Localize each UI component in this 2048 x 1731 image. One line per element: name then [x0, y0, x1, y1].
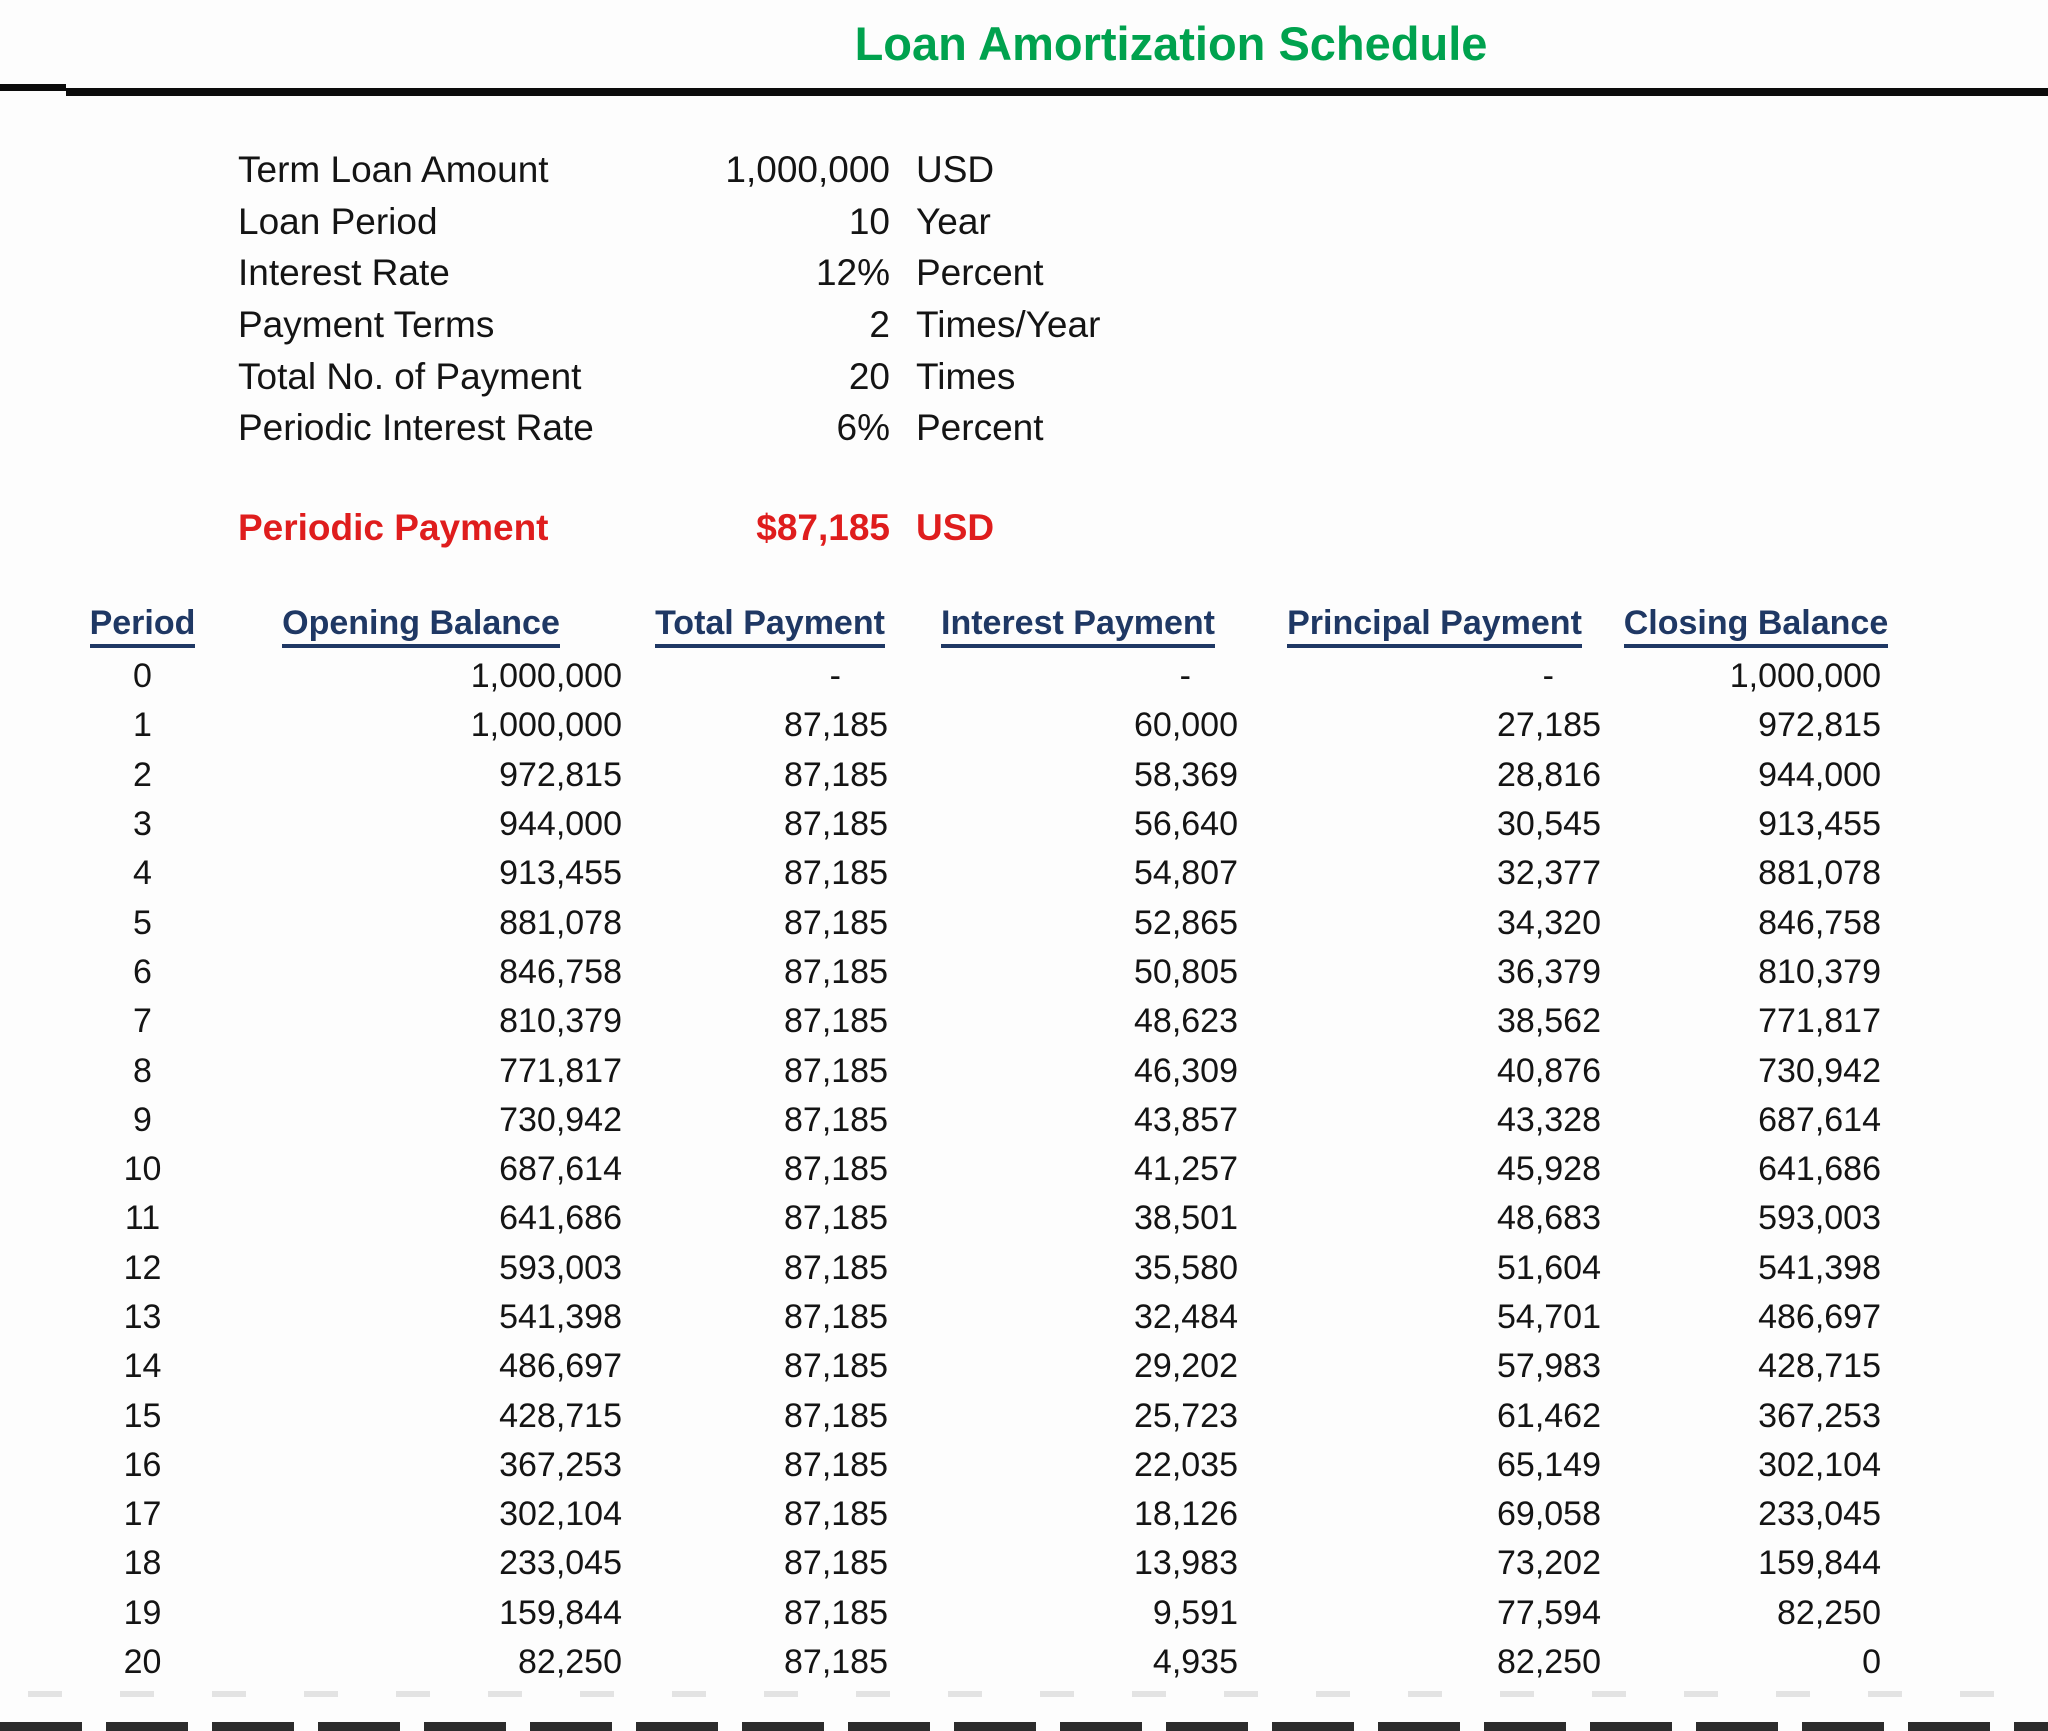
loan-detail-label: Payment Terms: [238, 303, 495, 345]
cell-total: 87,185: [784, 1643, 888, 1682]
loan-detail-row: [238, 196, 1158, 248]
loan-detail-label: Interest Rate: [238, 252, 450, 294]
cell-interest: 48,623: [1134, 1002, 1238, 1041]
cell-interest: 32,484: [1134, 1298, 1238, 1336]
cell-principal: 34,320: [1497, 903, 1601, 942]
cell-opening: 428,715: [499, 1396, 622, 1435]
loan-detail-value: 1,000,000: [725, 148, 890, 190]
cell-total: 87,185: [784, 1100, 888, 1139]
table-row: [80, 1539, 1896, 1588]
cell-total: 87,185: [784, 1396, 888, 1435]
cell-closing: 913,455: [1758, 805, 1881, 844]
table-row: [80, 1589, 1896, 1638]
cell-principal: 27,185: [1497, 706, 1601, 745]
cell-closing: 593,003: [1758, 1199, 1881, 1238]
cell-total: 87,185: [784, 755, 888, 794]
loan-detail-row: [238, 144, 1158, 196]
column-header-principal: [1253, 600, 1616, 652]
periodic-payment-row: [238, 502, 1158, 554]
loan-detail-unit: Times: [916, 355, 1016, 397]
cell-principal: 54,701: [1497, 1298, 1601, 1336]
cell-total: 87,185: [784, 952, 888, 991]
cell-opening: 1,000,000: [470, 657, 622, 696]
cell-principal: 65,149: [1497, 1445, 1601, 1484]
table-row: [80, 1194, 1896, 1243]
cell-interest: 29,202: [1134, 1347, 1238, 1386]
cell-total: 87,185: [784, 1051, 888, 1090]
loan-detail-value: 20: [848, 355, 890, 397]
loan-detail-row: [238, 299, 1158, 351]
cell-period: 12: [123, 1248, 162, 1287]
cell-total: 87,185: [784, 1495, 888, 1534]
cell-interest: 38,501: [1134, 1199, 1238, 1238]
table-row: [80, 849, 1896, 898]
cell-interest: 54,807: [1134, 854, 1238, 893]
cell-interest: 46,309: [1134, 1051, 1238, 1090]
cell-interest: 56,640: [1134, 805, 1238, 844]
cell-period: 11: [124, 1199, 161, 1238]
cell-period: 0: [133, 657, 152, 696]
cell-period: 18: [123, 1544, 162, 1583]
cell-principal: 82,250: [1497, 1643, 1601, 1682]
column-header-label: Total Payment: [655, 606, 885, 648]
cell-closing: 730,942: [1758, 1051, 1881, 1090]
cell-opening: 881,078: [499, 903, 622, 942]
periodic-payment-value: $87,185: [756, 507, 890, 548]
table-row: [80, 1391, 1896, 1440]
cell-total: 87,185: [784, 805, 888, 844]
table-row: [80, 652, 1896, 701]
cell-interest: 22,035: [1134, 1445, 1238, 1484]
cell-interest: 9,591: [1152, 1593, 1238, 1632]
cell-principal: 32,377: [1497, 854, 1601, 893]
cell-total: 87,185: [784, 854, 888, 893]
cell-closing: 82,250: [1777, 1593, 1881, 1632]
cell-total: 87,185: [784, 1347, 888, 1386]
cell-period: 4: [133, 854, 152, 893]
table-row: [80, 1441, 1896, 1490]
cell-closing: 0: [1862, 1643, 1881, 1682]
cell-principal: 40,876: [1497, 1051, 1601, 1090]
loan-detail-label: Term Loan Amount: [238, 148, 549, 190]
loan-detail-unit: Year: [916, 200, 991, 242]
cell-period: 14: [123, 1347, 162, 1386]
loan-detail-row: [238, 402, 1158, 454]
cell-total: 87,185: [784, 1199, 888, 1238]
cell-interest: 25,723: [1134, 1396, 1238, 1435]
cell-principal: 57,983: [1497, 1347, 1601, 1386]
cell-period: 3: [133, 805, 152, 844]
loan-detail-row: [238, 247, 1158, 299]
table-row: [80, 1096, 1896, 1145]
cell-interest: 4,935: [1152, 1643, 1238, 1682]
cell-closing: 687,614: [1758, 1100, 1881, 1139]
cell-closing: 846,758: [1758, 903, 1881, 942]
cell-closing: 233,045: [1758, 1495, 1881, 1534]
cell-total: -: [829, 657, 841, 696]
cell-opening: 159,844: [499, 1593, 622, 1632]
amortization-schedule: [80, 600, 1896, 1687]
cell-closing: 944,000: [1758, 755, 1881, 794]
loan-detail-row: [238, 351, 1158, 403]
cell-interest: -: [1179, 657, 1191, 696]
table-row: [80, 800, 1896, 849]
title-divider-left-segment: [0, 84, 66, 91]
cell-opening: 944,000: [499, 805, 622, 844]
cell-total: 87,185: [784, 1593, 888, 1632]
cell-closing: 302,104: [1758, 1445, 1881, 1484]
cell-period: 5: [133, 903, 152, 942]
cell-interest: 58,369: [1134, 755, 1238, 794]
cell-closing: 159,844: [1758, 1544, 1881, 1583]
cell-opening: 302,104: [499, 1495, 622, 1534]
page-title: Loan Amortization Schedule: [854, 17, 1488, 70]
cell-opening: 810,379: [499, 1002, 622, 1041]
table-row: [80, 997, 1896, 1046]
cell-interest: 52,865: [1134, 903, 1238, 942]
cell-principal: 73,202: [1497, 1544, 1601, 1583]
cell-principal: 61,462: [1497, 1396, 1601, 1435]
cell-period: 13: [123, 1298, 162, 1336]
cell-opening: 730,942: [499, 1100, 622, 1139]
column-header-closing: [1616, 600, 1896, 652]
cell-interest: 13,983: [1134, 1544, 1238, 1583]
column-header-opening: [205, 600, 637, 652]
cell-period: 9: [133, 1100, 152, 1139]
cell-principal: 36,379: [1497, 952, 1601, 991]
loan-detail-value: 2: [869, 303, 890, 345]
cell-total: 87,185: [784, 1002, 888, 1041]
table-row: [80, 1293, 1896, 1342]
cell-closing: 1,000,000: [1729, 657, 1881, 696]
column-header-label: Period: [90, 606, 196, 648]
cell-period: 16: [123, 1445, 162, 1484]
loan-detail-value: 12%: [815, 252, 890, 294]
cell-principal: 69,058: [1497, 1495, 1601, 1534]
cell-opening: 233,045: [499, 1544, 622, 1583]
cell-interest: 43,857: [1134, 1100, 1238, 1139]
cell-closing: 367,253: [1758, 1396, 1881, 1435]
cell-closing: 771,817: [1758, 1002, 1881, 1041]
loan-detail-unit: Percent: [916, 407, 1044, 449]
loan-details: [238, 144, 1158, 454]
cell-closing: 428,715: [1758, 1347, 1881, 1386]
periodic-payment-label: Periodic Payment: [238, 507, 549, 548]
cell-principal: 30,545: [1497, 805, 1601, 844]
cell-period: 7: [133, 1002, 152, 1041]
loan-detail-unit: Times/Year: [916, 303, 1101, 345]
table-row: [80, 751, 1896, 800]
cell-total: 87,185: [784, 1298, 888, 1336]
cell-interest: 41,257: [1134, 1150, 1238, 1189]
cell-closing: 641,686: [1758, 1150, 1881, 1189]
cell-period: 15: [123, 1396, 162, 1435]
amortization-table: [80, 600, 1896, 1687]
cell-interest: 60,000: [1134, 706, 1238, 745]
periodic-payment-unit: USD: [916, 507, 995, 548]
table-row: [80, 1145, 1896, 1194]
cell-principal: -: [1542, 657, 1554, 696]
table-row: [80, 1046, 1896, 1095]
cell-principal: 38,562: [1497, 1002, 1601, 1041]
cell-total: 87,185: [784, 1445, 888, 1484]
cell-opening: 593,003: [499, 1248, 622, 1287]
table-row: [80, 898, 1896, 947]
table-row: [80, 1244, 1896, 1293]
cell-principal: 43,328: [1497, 1100, 1601, 1139]
scan-artifact-faint-dash-line: [28, 1691, 2020, 1697]
cell-total: 87,185: [784, 1150, 888, 1189]
cell-opening: 972,815: [499, 755, 622, 794]
column-header-label: Closing Balance: [1624, 606, 1889, 648]
cell-opening: 846,758: [499, 952, 622, 991]
column-header-interest: [903, 600, 1253, 652]
title-divider-line: [66, 88, 2048, 96]
cell-opening: 367,253: [499, 1445, 622, 1484]
cell-total: 87,185: [784, 706, 888, 745]
cell-period: 1: [133, 706, 152, 745]
column-header-label: Principal Payment: [1287, 606, 1582, 648]
column-header-period: [80, 600, 205, 652]
cell-period: 8: [133, 1051, 152, 1090]
cell-opening: 1,000,000: [470, 706, 622, 745]
cell-closing: 972,815: [1758, 706, 1881, 745]
cell-closing: 541,398: [1758, 1248, 1881, 1287]
cell-opening: 687,614: [499, 1150, 622, 1189]
cell-closing: 881,078: [1758, 854, 1881, 893]
column-header-total: [637, 600, 903, 652]
table-header-row: [80, 600, 1896, 652]
cell-opening: 913,455: [499, 854, 622, 893]
cell-principal: 45,928: [1497, 1150, 1601, 1189]
cell-closing: 810,379: [1758, 952, 1881, 991]
table-row: [80, 948, 1896, 997]
cell-period: 6: [133, 952, 152, 991]
cell-period: 20: [123, 1643, 162, 1682]
column-header-label: Interest Payment: [941, 606, 1215, 648]
cell-total: 87,185: [784, 1248, 888, 1287]
cell-period: 10: [123, 1150, 162, 1189]
cell-closing: 486,697: [1758, 1298, 1881, 1336]
cell-total: 87,185: [784, 1544, 888, 1583]
cell-interest: 50,805: [1134, 952, 1238, 991]
loan-detail-label: Total No. of Payment: [238, 355, 582, 397]
cell-opening: 641,686: [499, 1199, 622, 1238]
loan-detail-value: 6%: [836, 407, 890, 449]
loan-detail-unit: Percent: [916, 252, 1044, 294]
table-row: [80, 1342, 1896, 1391]
column-header-label: Opening Balance: [282, 606, 560, 648]
cell-total: 87,185: [784, 903, 888, 942]
cell-opening: 82,250: [518, 1643, 622, 1682]
table-row: [80, 1490, 1896, 1539]
cell-opening: 771,817: [499, 1051, 622, 1090]
loan-detail-unit: USD: [916, 148, 995, 190]
amortization-table-body: [80, 652, 1896, 1687]
scan-artifact-bottom-dash-line: [0, 1722, 2048, 1731]
cell-interest: 35,580: [1134, 1248, 1238, 1287]
loan-detail-value: 10: [848, 200, 890, 242]
loan-detail-label: Loan Period: [238, 200, 438, 242]
cell-interest: 18,126: [1134, 1495, 1238, 1534]
cell-principal: 48,683: [1497, 1199, 1601, 1238]
cell-period: 19: [123, 1593, 162, 1632]
cell-period: 17: [123, 1495, 162, 1534]
cell-opening: 486,697: [499, 1347, 622, 1386]
cell-principal: 28,816: [1497, 755, 1601, 794]
cell-period: 2: [133, 755, 152, 794]
cell-principal: 77,594: [1497, 1593, 1601, 1632]
cell-principal: 51,604: [1497, 1248, 1601, 1287]
table-row: [80, 1638, 1896, 1687]
cell-opening: 541,398: [499, 1298, 622, 1336]
table-row: [80, 701, 1896, 750]
loan-detail-label: Periodic Interest Rate: [238, 407, 594, 449]
